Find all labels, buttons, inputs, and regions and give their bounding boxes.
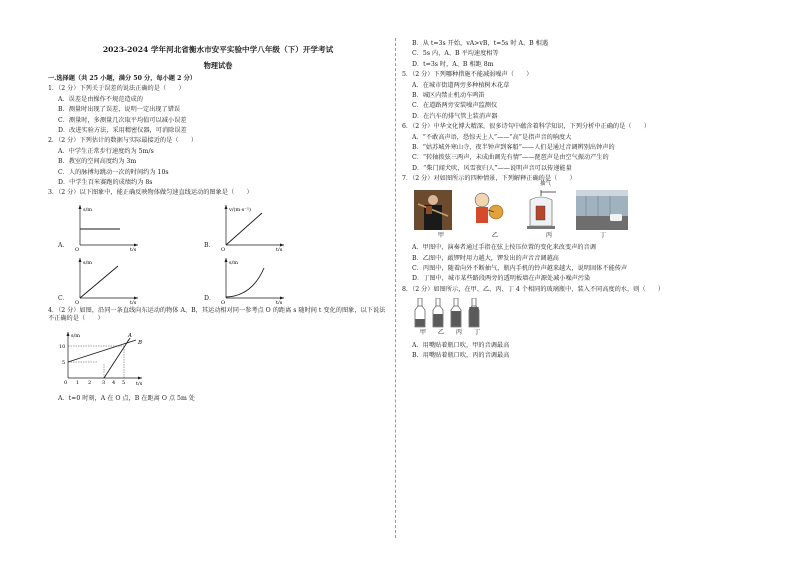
question-2-stem: 2．（2 分）下列估计的数据与实际最接近的是（ ） bbox=[48, 137, 198, 145]
q4-option-d: D．t=3s 时，A、B 相距 8m bbox=[412, 60, 494, 68]
q6-option-b: B．“姑苏城外寒山寺，夜半钟声到客船”——人们是通过音调辨别出钟声的 bbox=[412, 144, 615, 152]
bottle-ding bbox=[468, 298, 480, 328]
q3-label-d: D． bbox=[204, 295, 216, 303]
q7-caption-bing: 丙 bbox=[545, 231, 553, 239]
q3-b-origin: O bbox=[221, 246, 226, 251]
q2-option-c: C．人的脉搏每跳动一次的时间约为 10s bbox=[58, 168, 169, 176]
q3-c-y-label: s/m bbox=[83, 259, 92, 266]
q3-a-y-label: s/m bbox=[83, 206, 92, 213]
q7-caption-ding: 丁 bbox=[599, 231, 607, 239]
question-3-stem: 3．（2 分）以下图象中，能正确反映物体做匀速直线运动的图象是（ ） bbox=[48, 189, 253, 197]
q3-graph-d bbox=[218, 254, 290, 304]
q3-d-origin: O bbox=[221, 299, 226, 304]
q4-option-a: A．t=0 时刻，A 在 O 点，B 在距离 O 点 5m 处 bbox=[58, 395, 195, 403]
q4-x-label: t/s bbox=[136, 380, 143, 386]
page-subtitle: 物理试卷 bbox=[203, 61, 233, 70]
q8-caption-ding: 丁 bbox=[473, 329, 481, 337]
q7-caption-jia: 甲 bbox=[437, 231, 445, 239]
q3-c-x-label: t/s bbox=[130, 299, 137, 304]
q7-option-b: B．乙图中，敲锣时用力越大，锣发出的声音音调越高 bbox=[412, 254, 559, 262]
right-column bbox=[402, 38, 752, 362]
page-title: 2023-2024 学年河北省衡水市安平实验中学八年级（下）开学考试 bbox=[102, 45, 334, 54]
q4-origin: 0 bbox=[64, 379, 68, 386]
q3-a-x-label: t/s bbox=[130, 246, 137, 251]
q8-caption-bing: 丙 bbox=[455, 329, 463, 337]
q3-d-y-label: s/m bbox=[229, 259, 238, 266]
q5-option-d: D．在汽车的排气管上装消声器 bbox=[412, 112, 498, 120]
q8-caption-jia: 甲 bbox=[419, 329, 427, 337]
q6-option-c: C．“转轴拨弦三两声，未成曲调先有情”——琵琶声是由空气振动产生的 bbox=[412, 154, 609, 162]
q3-b-x-label: t/s bbox=[276, 246, 283, 251]
q3-row-cd bbox=[58, 254, 388, 304]
q3-a-origin: O bbox=[75, 246, 80, 251]
q4-x-tick-3: 3 bbox=[102, 379, 106, 386]
q7-caption-yi: 乙 bbox=[491, 231, 499, 239]
q7-option-d: D．丁图中，城市某些路段两旁的透明板墙在声源处减小噪声污染 bbox=[412, 275, 591, 283]
q4-y-label: s/m bbox=[71, 332, 80, 339]
q4-x-tick-2: 2 bbox=[88, 379, 92, 386]
q4-graph bbox=[58, 328, 388, 389]
q3-graph-c bbox=[72, 254, 144, 304]
q1-option-b: B．测量时出现了误差，说明一定出现了错误 bbox=[58, 106, 181, 114]
gong-image bbox=[468, 190, 506, 230]
q3-label-a: A． bbox=[58, 242, 69, 250]
q2-option-b: B．教室的空间高度约为 3m bbox=[58, 158, 137, 166]
q4-series-a-label: A bbox=[128, 332, 132, 339]
violinist-image bbox=[414, 190, 452, 230]
q7-option-c: C．丙图中，随着向外不断抽气，瓶内手机的铃声越来越大，说明固体不能传声 bbox=[412, 264, 628, 272]
q3-c-origin: O bbox=[75, 299, 80, 304]
q7-option-a: A．甲图中，演奏者通过手指在弦上按压位置的变化来改变声的音调 bbox=[412, 244, 596, 252]
question-6-stem: 6．（2 分）中华文化博大精深，很多诗句中蕴含着科学知识，下列分析中正确的是（ ） bbox=[402, 123, 651, 131]
q8-captions bbox=[414, 329, 752, 337]
pump-image-wrap bbox=[522, 180, 560, 230]
q4-x-tick-5: 5 bbox=[122, 379, 126, 386]
q2-option-a: A．中学生正常步行速度约为 5m/s bbox=[58, 147, 154, 155]
bottle-bing bbox=[450, 298, 462, 328]
question-5-stem: 5．（2 分）下列哪种措施不能减弱噪声（ ） bbox=[402, 71, 533, 79]
q2-option-d: D．中学生百米赛跑的成绩约为 8s bbox=[58, 179, 153, 187]
q4-series-b-label: B bbox=[138, 339, 143, 346]
q1-option-a: A．误差是由操作不规范造成的 bbox=[58, 95, 143, 103]
q6-option-d: D．“柴门闻犬吠，风雪夜归人”——说明声音可以传递能量 bbox=[412, 164, 572, 172]
bottle-yi bbox=[432, 298, 444, 328]
q4-option-b: B．从 t=3s 开始，vA>vB，t=5s 时 A、B 相遇 bbox=[412, 40, 549, 47]
q4-y-tick-10: 10 bbox=[59, 343, 66, 350]
q1-option-d: D．改进实验方法，采用精密仪器，可消除误差 bbox=[58, 127, 187, 135]
question-1-stem: 1．（2 分）下列关于误差的说法正确的是（ ） bbox=[48, 85, 185, 93]
q3-d-x-label: t/s bbox=[276, 299, 283, 304]
q8-option-b: B．用嘴贴着瓶口吹，丙的音调最高 bbox=[412, 351, 510, 359]
q4-x-tick-4: 4 bbox=[112, 379, 116, 386]
q8-option-a: A．用嘴贴着瓶口吹，甲的音调最高 bbox=[412, 341, 510, 349]
q6-option-a: A．“不敢高声语，恐惊天上人”——“高”是指声音的响度大 bbox=[412, 133, 572, 141]
pump-label: 抽气 bbox=[540, 180, 552, 187]
section-heading: 一.选择题（共 25 小题，满分 50 分，每小题 2 分） bbox=[48, 75, 196, 82]
q3-graph-b bbox=[218, 201, 290, 251]
q3-label-c: C． bbox=[58, 295, 69, 303]
q3-label-b: B． bbox=[204, 242, 215, 250]
q4-option-c: C．5s 内，A、B 平均速度相等 bbox=[412, 50, 499, 58]
bell-jar-image bbox=[522, 190, 560, 230]
column-divider bbox=[395, 38, 396, 538]
bottle-jia bbox=[414, 298, 426, 328]
q8-caption-yi: 乙 bbox=[437, 329, 445, 337]
q3-row-ab bbox=[58, 201, 388, 251]
question-8-stem: 8．（2 分）如图所示，在甲、乙、丙、丁 4 个相同的玻璃瓶中，装入不同高度的水，则（ ） bbox=[402, 285, 665, 293]
q7-images bbox=[414, 180, 752, 230]
q3-graph-a bbox=[72, 201, 144, 251]
left-column bbox=[48, 38, 388, 406]
q3-b-y-label: v/(m·s⁻¹) bbox=[229, 206, 251, 213]
q7-captions bbox=[414, 232, 752, 240]
q4-x-tick-1: 1 bbox=[76, 379, 80, 386]
question-4-stem: 4．（2 分）如图，沿同一条直线向东运动的物体 A、B，其运动相对同一参考点 O 的距离 s 随时间 t 变化的图象，以下说法不正确的是（ ） bbox=[48, 306, 386, 323]
question-7-stem: 7．（2 分）对如图所示的四种情景，下列解释正确的是（ ） bbox=[402, 175, 576, 183]
q8-bottles bbox=[414, 298, 752, 328]
noise-barrier-image bbox=[576, 190, 628, 230]
q1-option-c: C．测量时，多测量几次取平均值可以减小误差 bbox=[58, 116, 187, 124]
q5-option-a: A．在城市街道两旁多种植树木花草 bbox=[412, 81, 510, 89]
q5-option-b: B．城区内禁止机动车鸣笛 bbox=[412, 92, 485, 100]
q4-y-tick-5: 5 bbox=[62, 359, 66, 366]
q5-option-c: C．在道路两旁安装噪声监测仪 bbox=[412, 102, 498, 110]
